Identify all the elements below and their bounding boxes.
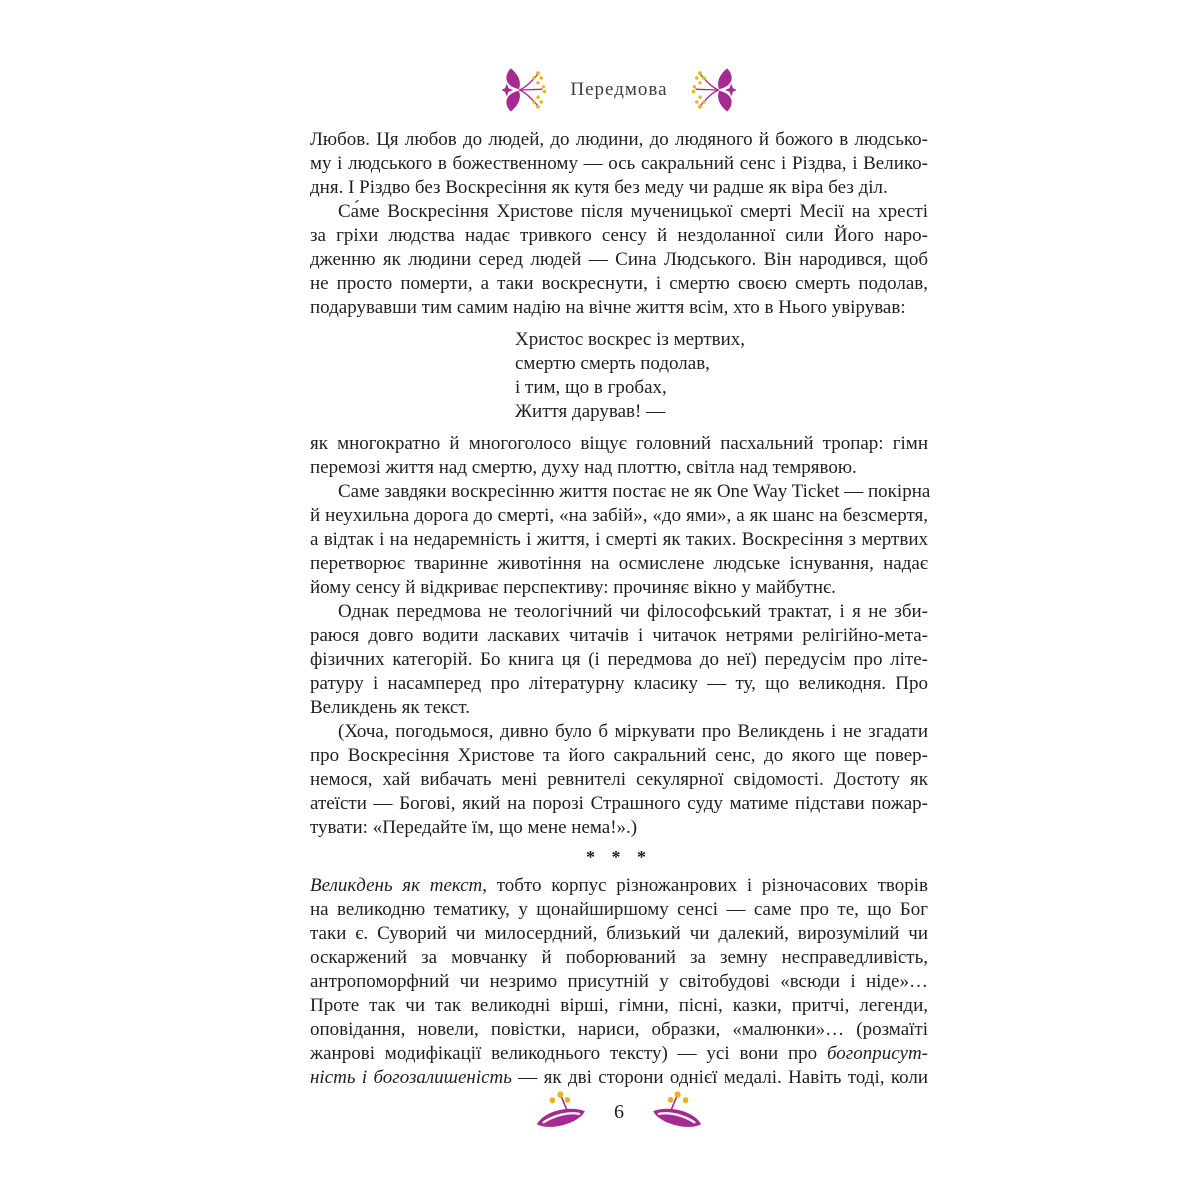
text-line: фізичних категорій. Бо книга ця (і передмова до неї) передусім про літе-: [310, 649, 928, 670]
preface-header: [310, 62, 928, 118]
text-line: оповідання, новели, повістки, нариси, образки, «малюнки»… (розмаїті: [310, 1019, 928, 1040]
page-number: 6: [614, 1100, 624, 1123]
page-title: Передмова: [570, 79, 668, 100]
text-line: (Хоча, погодьмося, дивно було б міркувати про Великдень і не згадати: [338, 721, 928, 742]
text-line: а відтак і на недаремність і життя, і смерті як таких. Воскресіння з мертвих: [310, 529, 928, 550]
text-column: [310, 128, 931, 1090]
text-line: Великдень як текст, тобто корпус різножанрових і різночасових творів: [310, 875, 929, 896]
text-line: Проте так чи так великодні вірші, гімни, пісні, казки, притчі, легенди,: [310, 995, 928, 1016]
paragraph: [310, 128, 928, 200]
text-line: подарувавши тим самим надію на вічне життя всім, хто в Нього увірував:: [310, 297, 906, 318]
page-footer: [310, 1088, 928, 1136]
text-line: і тим, що в гробах,: [515, 377, 667, 398]
text-line: Однак передмова не теологічний чи філософський трактат, і я не зби-: [338, 601, 928, 622]
text-line: дженню як людини серед людей — Сина Людського. Він народився, щоб: [310, 249, 928, 270]
text-line: антропоморфний чи незримо присутній у світобудові «всюди і ніде»…: [310, 971, 928, 992]
text-line: немося, хай вибачать мені ревнителі секулярної свідомості. Достоту як: [310, 769, 928, 790]
text-line: Життя дарував! —: [515, 401, 666, 422]
paragraph: [310, 874, 928, 1090]
text-line: як многократно й многоголосо віщує головний пасхальний тропар: гімн: [310, 433, 928, 454]
text-line: тувати: «Передайте їм, що мене нема!».): [310, 817, 638, 838]
paragraph: [310, 600, 928, 720]
text-line: про Воскресіння Христове та його сакральний сенс, до якого ще повер-: [310, 745, 928, 766]
section-separator: * * *: [586, 847, 652, 867]
floral-sprig-icon: [502, 63, 550, 117]
text-line: му і людського в божественному — ось сакральний сенс і Різдва, і Велико-: [310, 153, 928, 174]
paragraph: [310, 720, 928, 840]
text-line: таки є. Суворий чи милосердний, близький чи далекий, вирозумілий чи: [310, 923, 928, 944]
text-line: перемозі життя над смертю, духу над плоттю, світла над темрявою.: [310, 457, 857, 478]
text-line: Саме завдяки воскресінню життя постає не як One Way Ticket — покірна: [338, 481, 931, 502]
text-line: атеїсти — Богові, який на порозі Страшного суду матиме підстави пожар-: [310, 793, 928, 814]
text-line: перетворює тваринне животіння на осмислене людське існування, надає: [310, 553, 928, 574]
text-line: ність і богозалишеність — як дві сторони однієї медалі. Навіть тоді, коли: [310, 1067, 929, 1088]
text-line: жанрові модифікації великоднього тексту) — усі вони про богоприсут-: [310, 1043, 928, 1064]
text-line: Любов. Ця любов до людей, до людини, до людяного й божого в людсько-: [310, 129, 928, 150]
text-line: йому сенсу й відкриває перспективу: прочиняє вікно у майбутнє.: [310, 577, 836, 598]
paragraph: [310, 480, 931, 600]
text-line: ратуру і насамперед про літературну класику — ту, що великодня. Про: [310, 673, 928, 694]
text-line: на великодню тематику, у щонайширшому сенсі — саме про те, що Бог: [310, 899, 928, 920]
text-line: за гріхи людства надає тривкого сенсу й нездоланної сили Його наро-: [310, 225, 928, 246]
text-line: не просто померти, а таки воскреснути, і смертю своєю смерть подолав,: [310, 273, 928, 294]
text-line: раюся довго водити ласкавих читачів і читачок нетрями релігійно-мета-: [310, 625, 928, 646]
text-line: дня. І Різдво без Воскресіння як кутя без меду чи радше як віра без діл.: [310, 177, 888, 198]
text-line: оскаржений за мовчанку й поборюваний за земну несправедливість,: [310, 947, 928, 968]
verse-block: [515, 328, 928, 424]
leaf-berries-icon: [536, 1090, 596, 1134]
paragraph: [310, 432, 928, 480]
text-line: Христос воскрес із мертвих,: [515, 329, 746, 350]
floral-sprig-icon-mirrored: [688, 63, 736, 117]
paragraph: [310, 200, 928, 320]
text-line: смертю смерть подолав,: [515, 353, 710, 374]
text-line: Са́ме Воскресіння Христове після мученицької смерті Месії на хресті: [338, 201, 928, 222]
text-line: й неухильна дорога до смерті, «на забій», «до ями», а як шанс на безсмертя,: [310, 505, 928, 526]
leaf-berries-icon-mirrored: [642, 1090, 702, 1134]
text-line: Великдень як текст.: [310, 697, 470, 718]
